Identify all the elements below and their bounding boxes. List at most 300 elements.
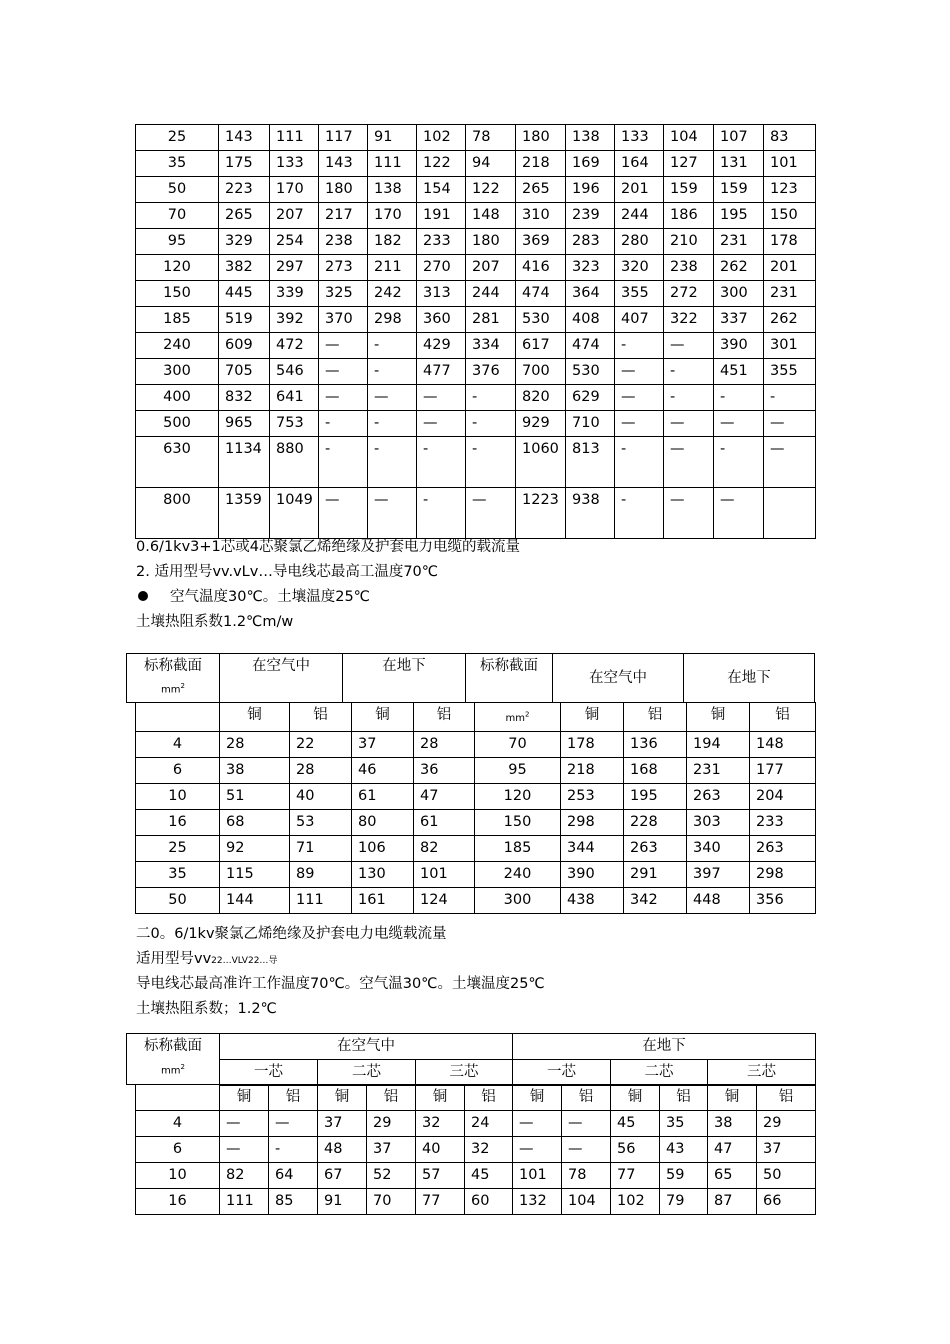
table-cell: - <box>714 437 764 488</box>
table-cell: 397 <box>687 862 750 888</box>
table-cell: 472 <box>270 333 319 359</box>
t3-header-ground: 在地下 <box>513 1034 816 1060</box>
t3-air-core2: 二芯 <box>318 1060 416 1086</box>
table-row <box>136 1189 816 1215</box>
t2-header-air: 在空气中 <box>220 654 343 703</box>
t3-unit-sup: 2 <box>180 1063 185 1071</box>
table1-container <box>135 124 816 539</box>
t3-sub-al-3: 铝 <box>465 1085 513 1111</box>
table-cell: 342 <box>624 888 687 914</box>
table-cell: - <box>269 1137 318 1163</box>
table-cell: 281 <box>466 307 516 333</box>
table-cell: 53 <box>290 810 352 836</box>
table2-header <box>126 653 815 703</box>
table-cell: - <box>368 411 417 437</box>
table-cell: 178 <box>764 229 816 255</box>
t2-sub-empty <box>136 703 220 732</box>
t3-air-core1: 一芯 <box>220 1060 318 1086</box>
table-cell: 177 <box>750 758 816 784</box>
table-cell: 136 <box>624 732 687 758</box>
table-cell: 40 <box>416 1137 465 1163</box>
table-cell: 111 <box>290 888 352 914</box>
table-cell: 196 <box>566 177 615 203</box>
table-cell: 38 <box>220 758 290 784</box>
table-cell: 474 <box>566 333 615 359</box>
table-cell: - <box>615 333 664 359</box>
table-cell: 244 <box>615 203 664 229</box>
table-cell: 50 <box>757 1163 816 1189</box>
table-cell: 131 <box>714 151 764 177</box>
t3-ground-core2: 二芯 <box>611 1060 708 1086</box>
table-cell: 253 <box>561 784 624 810</box>
table-cell: 28 <box>414 732 475 758</box>
table-cell: - <box>615 437 664 488</box>
table-cell: — <box>417 411 466 437</box>
table-cell: 360 <box>417 307 466 333</box>
table-cell: 263 <box>624 836 687 862</box>
table-cell: 132 <box>513 1189 562 1215</box>
table-cell: 133 <box>270 151 319 177</box>
table-cell: — <box>319 333 368 359</box>
table-cell: 204 <box>750 784 816 810</box>
table-cell: — <box>319 488 368 539</box>
table-cell: 238 <box>319 229 368 255</box>
table-cell: 70 <box>367 1189 416 1215</box>
table-row <box>136 307 816 333</box>
table-cell: — <box>220 1137 269 1163</box>
table-cell: 91 <box>318 1189 367 1215</box>
table-cell: 117 <box>319 125 368 151</box>
table-cell: — <box>319 359 368 385</box>
table-cell: 438 <box>561 888 624 914</box>
table-cell: 238 <box>664 255 714 281</box>
t3-sub-al-5: 铝 <box>660 1085 708 1111</box>
table-cell <box>764 488 816 539</box>
table-cell: 78 <box>466 125 516 151</box>
table-cell: 70 <box>136 203 219 229</box>
table-cell: 813 <box>566 437 615 488</box>
table-cell: 164 <box>615 151 664 177</box>
table-row <box>136 810 816 836</box>
ampacity-table-3 <box>135 1084 816 1215</box>
t2-sub-al-1: 铝 <box>290 703 352 732</box>
t3-subheader-row <box>136 1085 816 1111</box>
table-cell: 138 <box>566 125 615 151</box>
table-cell: 364 <box>566 281 615 307</box>
t3-sub-al-2: 铝 <box>367 1085 416 1111</box>
table-cell: 111 <box>220 1189 269 1215</box>
table-cell: 641 <box>270 385 319 411</box>
t3-header-unit <box>127 1059 219 1079</box>
table-cell: — <box>220 1111 269 1137</box>
section1-title: 0.6/1kv3+1芯或4芯聚氯乙烯绝缘及护套电力电缆的载流量 <box>136 539 520 555</box>
table-cell: 1049 <box>270 488 319 539</box>
t3-sub-empty <box>136 1085 220 1111</box>
table-cell: — <box>513 1137 562 1163</box>
table-row <box>136 229 816 255</box>
table-cell: — <box>615 359 664 385</box>
table-cell: 195 <box>624 784 687 810</box>
table-cell: 32 <box>465 1137 513 1163</box>
table-cell: 161 <box>352 888 414 914</box>
t2-unit-sup: 2 <box>180 682 185 690</box>
table-cell: 28 <box>220 732 290 758</box>
table-cell: 298 <box>368 307 417 333</box>
table-cell: 102 <box>611 1189 660 1215</box>
table-cell: 254 <box>270 229 319 255</box>
table-cell: 320 <box>615 255 664 281</box>
table-cell: 630 <box>136 437 219 488</box>
table-cell: 231 <box>714 229 764 255</box>
table-row <box>136 1111 816 1137</box>
table-cell: 445 <box>219 281 270 307</box>
table-cell: 91 <box>368 125 417 151</box>
table-cell: 300 <box>714 281 764 307</box>
table-cell: 178 <box>561 732 624 758</box>
table-cell: 965 <box>219 411 270 437</box>
table-cell: 201 <box>764 255 816 281</box>
table-cell: 80 <box>352 810 414 836</box>
t2-sub-al-3: 铝 <box>624 703 687 732</box>
table-cell: 120 <box>136 255 219 281</box>
table-cell: 263 <box>687 784 750 810</box>
table-cell: 127 <box>664 151 714 177</box>
t3-sub-cu-5: 铜 <box>611 1085 660 1111</box>
table-cell: 143 <box>319 151 368 177</box>
table-cell: 300 <box>475 888 561 914</box>
table-cell: 159 <box>714 177 764 203</box>
table-cell: 170 <box>270 177 319 203</box>
t2-sub-unit-sup: 2 <box>525 711 530 719</box>
table-cell: 1134 <box>219 437 270 488</box>
t2-sub-al-2: 铝 <box>414 703 475 732</box>
table-cell: 297 <box>270 255 319 281</box>
table-cell: 207 <box>466 255 516 281</box>
table-cell: 43 <box>660 1137 708 1163</box>
table-cell: 322 <box>664 307 714 333</box>
table-cell: 150 <box>475 810 561 836</box>
table-cell: 56 <box>611 1137 660 1163</box>
table-cell: — <box>319 385 368 411</box>
table-cell: 244 <box>466 281 516 307</box>
t2-sub-unit-label <box>506 713 530 724</box>
table-cell: 800 <box>136 488 219 539</box>
table-cell: 270 <box>417 255 466 281</box>
table-cell: 138 <box>368 177 417 203</box>
table-cell: 101 <box>764 151 816 177</box>
table-cell: 168 <box>624 758 687 784</box>
table-cell: 337 <box>714 307 764 333</box>
table-cell: 47 <box>708 1137 757 1163</box>
table-cell: 298 <box>750 862 816 888</box>
table-cell: — <box>664 437 714 488</box>
table-cell: 67 <box>318 1163 367 1189</box>
table-cell: 240 <box>475 862 561 888</box>
table-cell: 223 <box>219 177 270 203</box>
table-cell: 210 <box>664 229 714 255</box>
table-cell: 47 <box>414 784 475 810</box>
table-cell: - <box>319 437 368 488</box>
t2-sub-al-4: 铝 <box>750 703 816 732</box>
t2-unit-text: mm <box>161 684 181 696</box>
table-cell: — <box>562 1111 611 1137</box>
table-cell: 283 <box>566 229 615 255</box>
table-cell: 700 <box>516 359 566 385</box>
t3-header-air: 在空气中 <box>220 1034 513 1060</box>
table-cell: 70 <box>475 732 561 758</box>
table-cell: - <box>466 437 516 488</box>
table-cell: 22 <box>290 732 352 758</box>
table-cell: — <box>664 488 714 539</box>
table-cell: 154 <box>417 177 466 203</box>
table-cell: 185 <box>136 307 219 333</box>
section2-model-small: 22…VLV22…导 <box>211 956 278 966</box>
table-cell: 64 <box>269 1163 318 1189</box>
t2-header-section-label: 标称截面 <box>144 658 202 674</box>
table-cell: — <box>513 1111 562 1137</box>
table-cell: 218 <box>561 758 624 784</box>
table-cell: 52 <box>367 1163 416 1189</box>
table-cell: - <box>764 385 816 411</box>
t2-header-section <box>127 654 220 703</box>
t3-unit-text: mm <box>161 1065 181 1077</box>
table-cell: 78 <box>562 1163 611 1189</box>
table-cell: 182 <box>368 229 417 255</box>
table-cell: 340 <box>687 836 750 862</box>
section1-temp-text: 空气温度30℃。土壤温度25℃ <box>170 589 370 605</box>
table-cell: 390 <box>714 333 764 359</box>
table-cell: 929 <box>516 411 566 437</box>
table-cell: 519 <box>219 307 270 333</box>
table-cell: 530 <box>516 307 566 333</box>
table-cell: 546 <box>270 359 319 385</box>
table-cell: 382 <box>219 255 270 281</box>
table-cell: 77 <box>416 1189 465 1215</box>
table-cell: 300 <box>136 359 219 385</box>
table-cell: 35 <box>136 862 220 888</box>
table-cell: 355 <box>764 359 816 385</box>
table-cell: 191 <box>417 203 466 229</box>
table-cell: 408 <box>566 307 615 333</box>
table-cell: 201 <box>615 177 664 203</box>
table-cell: 122 <box>417 151 466 177</box>
table-cell: 94 <box>466 151 516 177</box>
table-cell: 102 <box>417 125 466 151</box>
table3-container <box>135 1084 816 1215</box>
ampacity-table-1 <box>135 124 816 539</box>
table-cell: 407 <box>615 307 664 333</box>
table-cell: 313 <box>417 281 466 307</box>
table-cell: 753 <box>270 411 319 437</box>
table-row <box>136 203 816 229</box>
table-cell: 101 <box>414 862 475 888</box>
table-cell: 25 <box>136 125 219 151</box>
section1-model-line: 2. 适用型号vv.vLv…导电线芯最高工温度70℃ <box>136 564 439 580</box>
table-cell: 68 <box>220 810 290 836</box>
table-cell: — <box>664 333 714 359</box>
t2-header-ground-2: 在地下 <box>684 654 815 703</box>
table-cell: 150 <box>136 281 219 307</box>
table-cell: — <box>269 1111 318 1137</box>
table-row <box>136 758 816 784</box>
table-cell: 390 <box>561 862 624 888</box>
table-cell: 61 <box>414 810 475 836</box>
table-cell: 617 <box>516 333 566 359</box>
table-cell: — <box>562 1137 611 1163</box>
table-cell: 29 <box>367 1111 416 1137</box>
table-row <box>136 411 816 437</box>
table-cell: — <box>664 411 714 437</box>
table-cell: 37 <box>367 1137 416 1163</box>
table-cell: 228 <box>624 810 687 836</box>
table-cell: 111 <box>270 125 319 151</box>
table-cell: 262 <box>714 255 764 281</box>
t2-subheader-row <box>136 703 816 732</box>
table-cell: - <box>368 437 417 488</box>
table-cell: 705 <box>219 359 270 385</box>
t2-sub-cu-1: 铜 <box>220 703 290 732</box>
t2-header-ground: 在地下 <box>343 654 466 703</box>
table-cell: 144 <box>220 888 290 914</box>
ampacity-table-2 <box>135 702 816 914</box>
table-cell: 6 <box>136 1137 220 1163</box>
table-cell: 710 <box>566 411 615 437</box>
table-cell: 272 <box>664 281 714 307</box>
table-cell: 273 <box>319 255 368 281</box>
table-cell: — <box>714 411 764 437</box>
table-cell: 46 <box>352 758 414 784</box>
table-row <box>136 177 816 203</box>
table-cell: 123 <box>764 177 816 203</box>
table-row <box>136 151 816 177</box>
table-cell: 148 <box>466 203 516 229</box>
table-cell: 48 <box>318 1137 367 1163</box>
table-cell: 1359 <box>219 488 270 539</box>
table-cell: 95 <box>475 758 561 784</box>
table-cell: 107 <box>714 125 764 151</box>
table-cell: 50 <box>136 177 219 203</box>
table-cell: - <box>368 359 417 385</box>
t3-ground-core3: 三芯 <box>708 1060 816 1086</box>
table-cell: 370 <box>319 307 368 333</box>
table-row <box>136 732 816 758</box>
t3-sub-al-6: 铝 <box>757 1085 816 1111</box>
table-cell: - <box>417 488 466 539</box>
table-row <box>136 125 816 151</box>
table-cell: 29 <box>757 1111 816 1137</box>
table-cell: 82 <box>220 1163 269 1189</box>
table-cell: — <box>466 488 516 539</box>
table-row <box>136 1137 816 1163</box>
table-cell: 185 <box>475 836 561 862</box>
table-cell: 65 <box>708 1163 757 1189</box>
table-cell: 45 <box>465 1163 513 1189</box>
table-cell: 10 <box>136 784 220 810</box>
table-row <box>136 784 816 810</box>
table-cell: 344 <box>561 836 624 862</box>
table-row <box>136 888 816 914</box>
table-cell: 265 <box>219 203 270 229</box>
t3-header-section-label: 标称截面 <box>144 1038 202 1054</box>
t2-sub-cu-2: 铜 <box>352 703 414 732</box>
table-cell: — <box>764 437 816 488</box>
table-cell: 938 <box>566 488 615 539</box>
table-cell: 83 <box>764 125 816 151</box>
table-cell: 263 <box>750 836 816 862</box>
t3-air-core3: 三芯 <box>416 1060 513 1086</box>
table-cell: 148 <box>750 732 816 758</box>
table-cell: 104 <box>664 125 714 151</box>
t3-ground-core1: 一芯 <box>513 1060 611 1086</box>
table-row <box>136 385 816 411</box>
table-cell: 82 <box>414 836 475 862</box>
table-cell: 4 <box>136 1111 220 1137</box>
table-cell: 101 <box>513 1163 562 1189</box>
table-cell: 392 <box>270 307 319 333</box>
table-cell: 265 <box>516 177 566 203</box>
table-cell: 1060 <box>516 437 566 488</box>
table-cell: 57 <box>416 1163 465 1189</box>
table-cell: 280 <box>615 229 664 255</box>
table-cell: 122 <box>466 177 516 203</box>
table-cell: 87 <box>708 1189 757 1215</box>
table-cell: 180 <box>516 125 566 151</box>
table-cell: — <box>615 385 664 411</box>
table-cell: 429 <box>417 333 466 359</box>
section1-temp-line <box>136 585 370 609</box>
table-row <box>136 488 816 539</box>
table-cell: 79 <box>660 1189 708 1215</box>
table-cell: 180 <box>466 229 516 255</box>
table-cell: 880 <box>270 437 319 488</box>
table-row <box>136 255 816 281</box>
table-cell: 124 <box>414 888 475 914</box>
table-cell: 106 <box>352 836 414 862</box>
t2-sub-cu-3: 铜 <box>561 703 624 732</box>
table-cell: — <box>368 385 417 411</box>
table-cell: 115 <box>220 862 290 888</box>
table-cell: 10 <box>136 1163 220 1189</box>
table-cell: 369 <box>516 229 566 255</box>
t3-sub-cu-2: 铜 <box>318 1085 367 1111</box>
table-cell: 233 <box>750 810 816 836</box>
table-cell: 310 <box>516 203 566 229</box>
table-row <box>136 359 816 385</box>
table-cell: 77 <box>611 1163 660 1189</box>
table-cell: 104 <box>562 1189 611 1215</box>
table-cell: 416 <box>516 255 566 281</box>
table3-header-box <box>126 1033 220 1085</box>
t2-header-section-2: 标称截面 <box>466 654 553 703</box>
table-cell: 329 <box>219 229 270 255</box>
table-cell: 474 <box>516 281 566 307</box>
table-cell: 376 <box>466 359 516 385</box>
table-cell: 262 <box>764 307 816 333</box>
table-cell: 1223 <box>516 488 566 539</box>
table-cell: 239 <box>566 203 615 229</box>
table-cell: 6 <box>136 758 220 784</box>
table-row <box>136 862 816 888</box>
table-cell: 150 <box>764 203 816 229</box>
table2-header-grid <box>126 653 815 703</box>
table-cell: 298 <box>561 810 624 836</box>
table-cell: 45 <box>611 1111 660 1137</box>
t3-sub-al-4: 铝 <box>562 1085 611 1111</box>
table-cell: 35 <box>136 151 219 177</box>
table-row <box>136 437 816 488</box>
table-cell: 218 <box>516 151 566 177</box>
table-cell: 32 <box>416 1111 465 1137</box>
